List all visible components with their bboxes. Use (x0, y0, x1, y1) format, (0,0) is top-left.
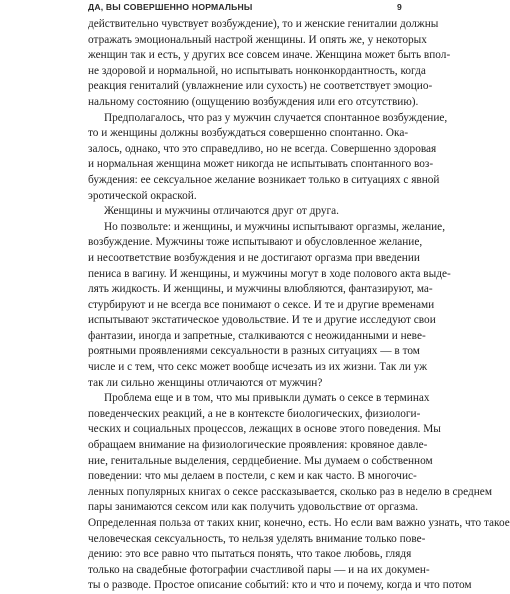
text-line: буждения: ее сексуальное желание возникает только в ситуациях с явной (88, 173, 440, 186)
text-line: Женщины и мужчины отличаются друг от друга. (104, 205, 339, 218)
text-line: так ли сильно женщины отличаются от мужчин? (88, 376, 323, 389)
text-line: обращаем внимание на физиологические проявления: кровяное давле- (88, 439, 428, 452)
paragraph (88, 17, 451, 111)
text-line: пары занимаются сексом или как получить удовольствие от оргазма. (88, 501, 419, 514)
text-line: пениса в вагину. И женщины, и мужчины могут в ходе полового акта выде- (88, 267, 451, 280)
text-line: ние, генитальные выделения, сердцебиение. Мы думаем о собственном (88, 454, 433, 467)
paragraph (88, 220, 451, 392)
text-line: женщин так и есть, у других все совсем иначе. Женщина может быть впол- (88, 49, 451, 62)
text-line: только на свадебные фотографии счастливой пары — и на их докумен- (88, 563, 430, 576)
text-line: лять жидкость. И женщины, и мужчины влюбляются, фантазируют, ма- (88, 283, 433, 296)
text-line: не здоровой и нормальной, но испытывать нонконкордантность, когда (88, 64, 426, 77)
text-line: отражать эмоциональный настрой женщины. И опять же, у некоторых (88, 33, 427, 46)
text-line: ленных популярных книгах о сексе рассказывается, сколько раз в неделю в среднем (88, 485, 492, 498)
text-line: Проблема еще и в том, что мы привыкли думать о сексе в терминах (104, 392, 430, 405)
text-line: то и женщины должны возбуждаться совершенно спонтанно. Ока- (88, 127, 409, 140)
text-line: Предполагалось, что раз у мужчин случается спонтанное возбуждение, (104, 111, 448, 124)
text-line: фантазии, иногда и запретные, сталкиваются с неожиданными и неве- (88, 329, 426, 342)
paragraph (88, 204, 402, 220)
text-line: Определенная польза от таких книг, конечно, есть. Но если вам важно узнать, что такое (88, 517, 510, 529)
text-line: возбуждение. Мужчины тоже испытывают и обусловленное желание, (88, 236, 423, 249)
text-line: действительно чувствует возбуждение), то и женские гениталии должны (88, 18, 439, 30)
text-line: ты о разводе. Простое описание событий: кто и что и почему, когда и что потом (88, 579, 472, 592)
paragraph (88, 111, 448, 205)
running-title: ДА, ВЫ СОВЕРШЕННО НОРМАЛЬНЫ (88, 2, 253, 12)
text-line: числе и с тем, что секс может вообще исчезать из их жизни. Так ли уж (88, 361, 428, 374)
text-line: эротической окраской. (88, 189, 197, 202)
text-line: дению: это все равно что пытаться понять, что такое любовь, глядя (88, 548, 412, 561)
text-line: поведенческих реакций, а не в контексте биологических, физиологи- (88, 407, 421, 420)
text-line: ческих и социальных процессов, лежащих в основе этого поведения. Мы (88, 423, 441, 436)
text-line: и нормальная женщина может никогда не испытывать спонтанного воз- (88, 158, 434, 171)
running-header (88, 2, 402, 14)
text-line: Но позвольте: и женщины, и мужчины испытывают оргазмы, желание, (104, 220, 446, 233)
text-line: человеческая сексуальность, то нельзя уделять внимание только пове- (88, 532, 426, 545)
text-line: поведении: что мы делаем в постели, с кем и как часто. В многочис- (88, 470, 417, 483)
page-number: 9 (397, 2, 402, 12)
text-line: испытывают экстатическое удовольствие. И те и другие исследуют свои (88, 314, 436, 327)
text-line: стурбируют и не всегда все понимают о сексе. И те и другие временами (88, 298, 435, 311)
paragraph (88, 391, 510, 594)
text-line: и несоответствие возбуждения и не достигают оргазма при введении (88, 251, 420, 264)
text-line: залось, однако, что это справедливо, но не всегда. Совершенно здоровая (88, 142, 437, 155)
text-line: реакция гениталий (увлажнение или сухость) не соответствует эмоцио- (88, 80, 433, 93)
text-line: роятными проявлениями сексуальности в разных ситуациях — в том (88, 345, 420, 358)
body-text (88, 17, 510, 594)
text-line: нальному состоянию (ощущению возбуждения или его отсутствию). (88, 95, 419, 108)
